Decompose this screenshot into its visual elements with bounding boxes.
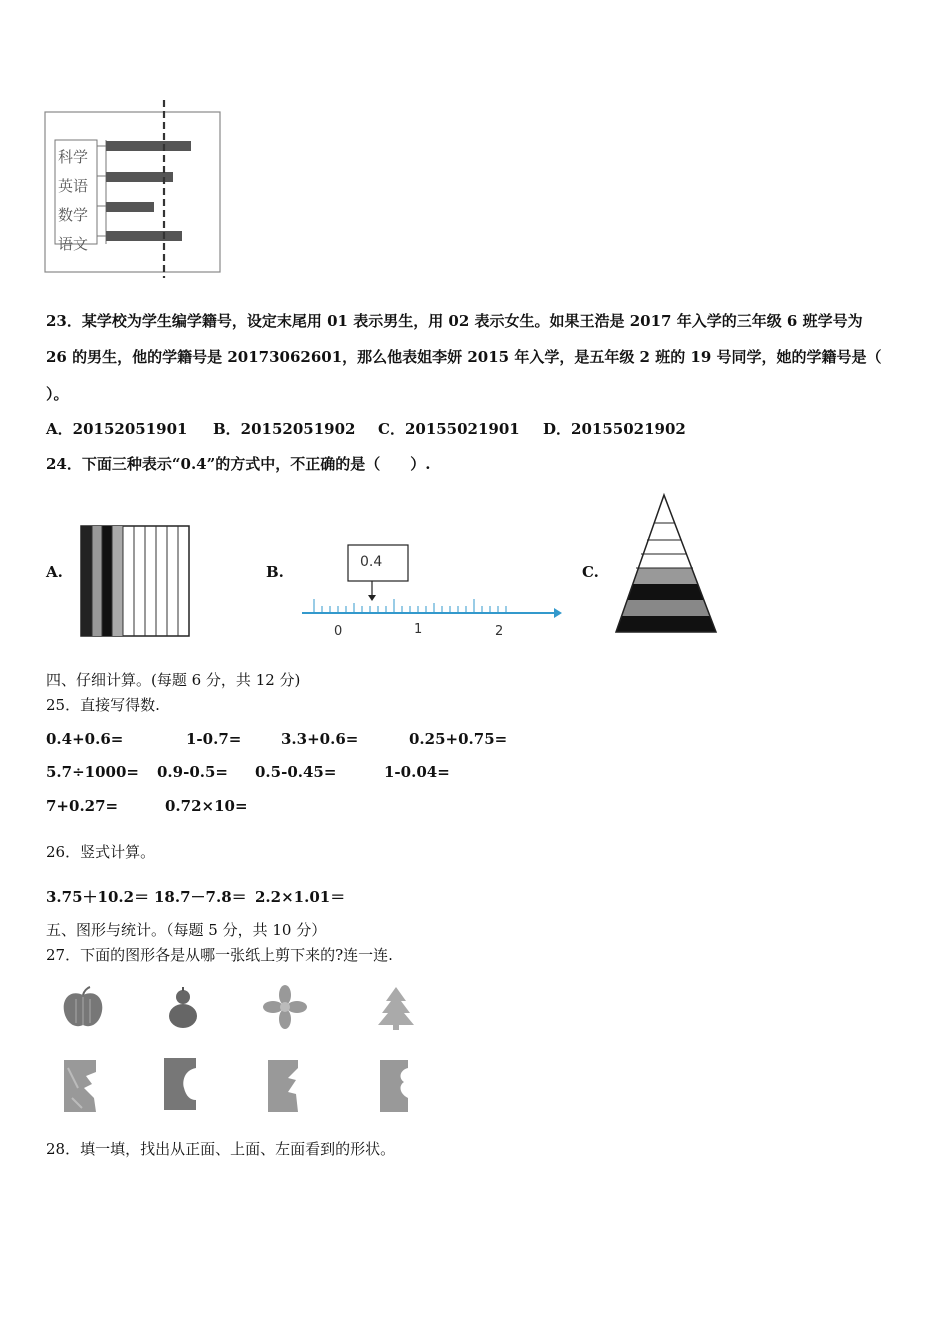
- apple-icon: [60, 985, 106, 1031]
- label-math: 数学: [58, 206, 89, 224]
- q23-option-a[interactable]: A．20152051901: [46, 420, 188, 438]
- q25-item: 3.3+0.6=: [281, 730, 359, 748]
- q23-line3: ）。: [46, 385, 69, 403]
- label-english: 英语: [58, 177, 89, 195]
- q25-item: 0.25+0.75=: [409, 730, 508, 748]
- q24-tick-1: 1: [414, 622, 423, 637]
- q24-box-value: 0.4: [360, 554, 383, 570]
- section5-title: 五、图形与统计。（每题 5 分，共 10 分）: [46, 921, 327, 939]
- q23-line2: 26 的男生，他的学籍号是 20173062601，那么他表姐李妍 2015 年入学，是五年级 2 班的 19 号同学，她的学籍号是（: [46, 348, 882, 366]
- q26-item: 18.7－7.8＝: [154, 888, 247, 906]
- q24-label-a[interactable]: A.: [46, 563, 63, 581]
- q25-item: 1-0.7=: [186, 730, 242, 748]
- q26-item: 2.2×1.01＝: [255, 888, 346, 906]
- q23-option-b[interactable]: B．20152051902: [213, 420, 356, 438]
- gourd-icon: [164, 985, 204, 1031]
- q25-item: 0.72×10=: [165, 797, 248, 815]
- bar-chinese: [106, 231, 182, 241]
- flower-icon: [263, 985, 307, 1029]
- q26-title: 26．竖式计算。: [46, 843, 156, 861]
- cut-paper-1: [62, 1058, 98, 1114]
- q24-tick-0: 0: [334, 624, 343, 639]
- q25-item: 1-0.04=: [384, 763, 450, 781]
- q28-title: 28．填一填，找出从正面、上面、左面看到的形状。: [46, 1140, 396, 1158]
- bar-figure: [44, 100, 224, 280]
- q25-item: 7+0.27=: [46, 797, 119, 815]
- q23-line1: 23．某学校为学生编学籍号，设定末尾用 01 表示男生，用 02 表示女生。如果王浩是 2017 年入学的三年级 6 班学号为: [46, 312, 863, 330]
- cut-paper-4: [378, 1058, 412, 1114]
- label-chinese: 语文: [58, 235, 89, 253]
- tree-icon: [376, 985, 416, 1031]
- label-science: 科学: [58, 148, 89, 166]
- section4-title: 四、仔细计算。(每题 6 分，共 12 分): [46, 671, 301, 689]
- q24-label-c[interactable]: C.: [582, 563, 599, 581]
- q24-label-b[interactable]: B.: [266, 563, 284, 581]
- q24-question: 24．下面三种表示“0.4”的方式中，不正确的是（ ）.: [46, 455, 431, 473]
- q25-item: 0.4+0.6=: [46, 730, 124, 748]
- bar-math: [106, 202, 154, 212]
- q26-item: 3.75＋10.2＝: [46, 888, 150, 906]
- q25-title: 25．直接写得数.: [46, 696, 160, 714]
- q27-title: 27．下面的图形各是从哪一张纸上剪下来的?连一连.: [46, 946, 393, 964]
- q25-item: 0.5-0.45=: [255, 763, 337, 781]
- q24-figure-c: [614, 494, 718, 634]
- q24-tick-2: 2: [495, 624, 504, 639]
- cut-paper-2: [162, 1056, 198, 1112]
- q23-option-d[interactable]: D．20155021902: [543, 420, 686, 438]
- q25-item: 5.7÷1000=: [46, 763, 139, 781]
- bar-science: [106, 141, 191, 151]
- q23-option-c[interactable]: C．20155021901: [378, 420, 520, 438]
- q24-figure-a: [80, 525, 190, 637]
- q25-item: 0.9-0.5=: [157, 763, 228, 781]
- cut-paper-3: [266, 1058, 300, 1114]
